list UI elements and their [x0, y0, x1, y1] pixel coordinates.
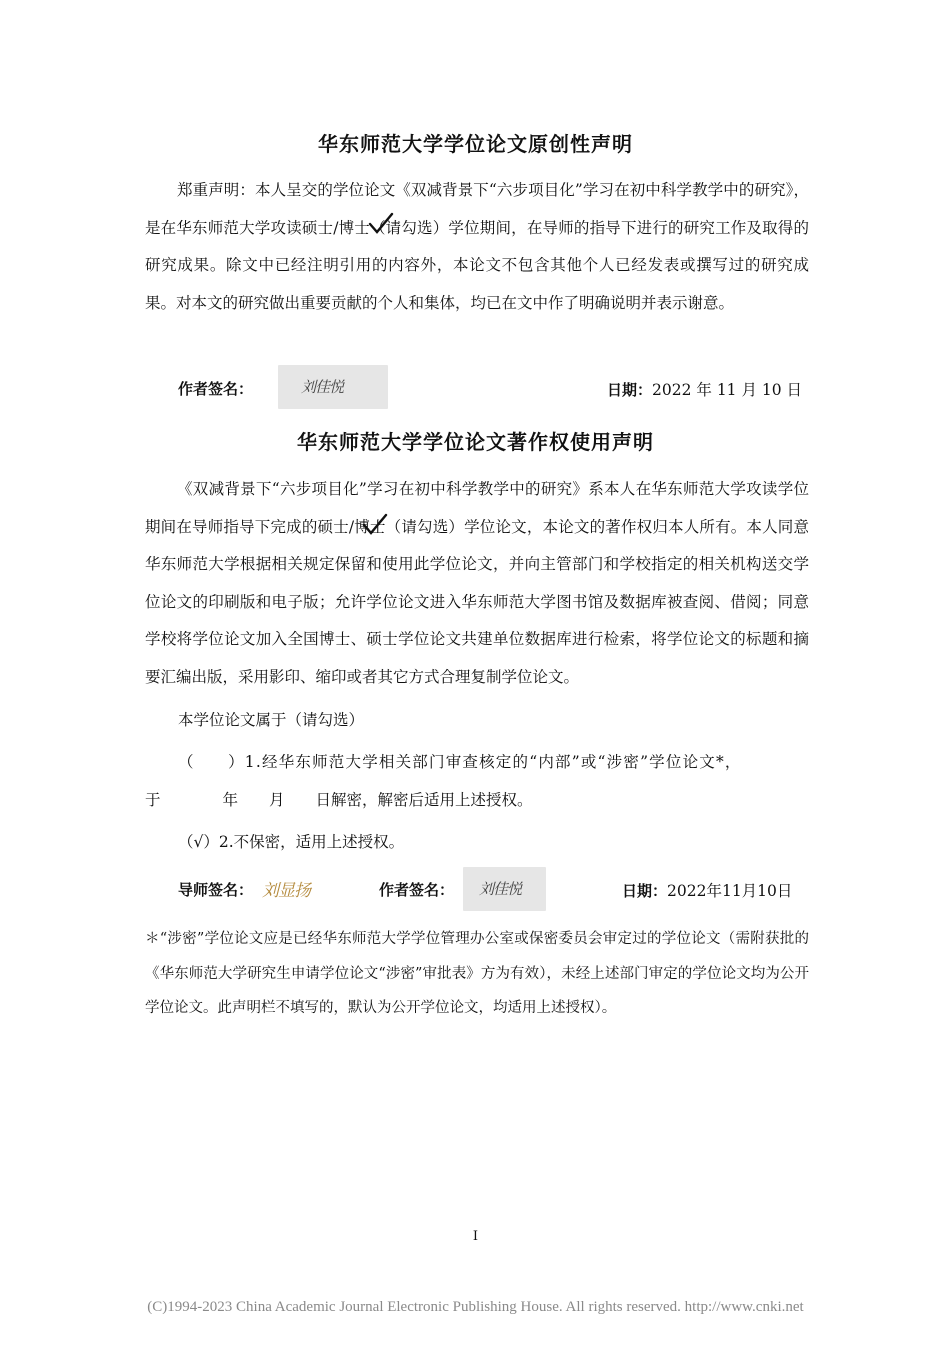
date-value-2: 2022年11月10日 — [667, 882, 793, 900]
advisor-signature: 刘显扬 — [262, 881, 310, 901]
date-line — [607, 378, 802, 400]
checkmark-icon — [368, 212, 394, 234]
author-signature: 刘佳悦 — [301, 378, 344, 396]
confidential-note: ＊“涉密”学位论文应是已经华东师范大学学位管理办公室或保密委员会审定过的学位论文（需附获批的《华东师范大学研究生申请学位论文“涉密”审批表》方为有效），未经上述部门审定的学位论文均为公开学位论文。此声明栏不填写的，默认为公开学位论文，均适用上述授权）。 — [145, 931, 809, 1016]
copyright-declaration-title: 华东师范大学学位论文著作权使用声明 — [297, 430, 654, 454]
date-value: 2022 年 11 月 10 日 — [652, 381, 803, 399]
page-number: I — [472, 1229, 479, 1244]
option-confidential: （ ）1.经华东师范大学相关部门审查核定的“内部”或“涉密”学位论文*， — [178, 753, 742, 771]
advisor-signature-label: 导师签名： — [178, 881, 254, 899]
date-label-2: 日期： — [622, 882, 668, 900]
copyright-declaration-text: 《双减背景下“六步项目化”学习在初中科学教学中的研究》系本人在华东师范大学攻读学位期间在导师指导下完成的硕士/博士（请勾选）学位论文，本论文的著作权归本人所有。本人同意华东师范大学根据相关规定保留和使用此学位论文，并向主管部门和学校指定的相关机构送交学位论文的印刷版和电子版；允许学位论文进入华东师范大学图书馆及数据库被查阅、借阅；同意学校将学位论文加入全国博士、硕士学位论文共建单位数据库进行检索，将学位论文的标题和摘要汇编出版，采用影印、缩印或者其它方式合理复制学位论文。 — [145, 480, 809, 686]
option-not-confidential: （√）2.不保密，适用上述授权。 — [178, 833, 405, 851]
author-signature-2: 刘佳悦 — [479, 880, 522, 898]
originality-declaration-title: 华东师范大学学位论文原创性声明 — [318, 132, 633, 156]
originality-declaration-text: 郑重声明：本人呈交的学位论文《双减背景下“六步项目化”学习在初中科学教学中的研究》，是在华东师范大学攻读硕士/博士（请勾选）学位期间，在导师的指导下进行的研究工作及取得的研究成果。除文中已经注明引用的内容外，本论文不包含其他个人已经发表或撰写过的研究成果。对本文的研究做出重要贡献的个人和集体，均已在文中作了明确说明并表示谢意。 — [145, 181, 809, 312]
date-label: 日期： — [607, 381, 653, 399]
author-signature-label: 作者签名： — [178, 380, 254, 398]
belongs-label: 本学位论文属于（请勾选） — [178, 711, 365, 729]
option-confidential-date: 于 年 月 日解密，解密后适用上述授权。 — [145, 791, 533, 809]
date-line-2 — [622, 879, 792, 901]
copyright-footer: (C)1994-2023 China Academic Journal Electronic Publishing House. All rights reserved. http://www.cnki.net — [147, 1299, 804, 1315]
author-signature-label-2: 作者签名： — [379, 881, 455, 899]
checkmark-icon — [362, 513, 388, 535]
